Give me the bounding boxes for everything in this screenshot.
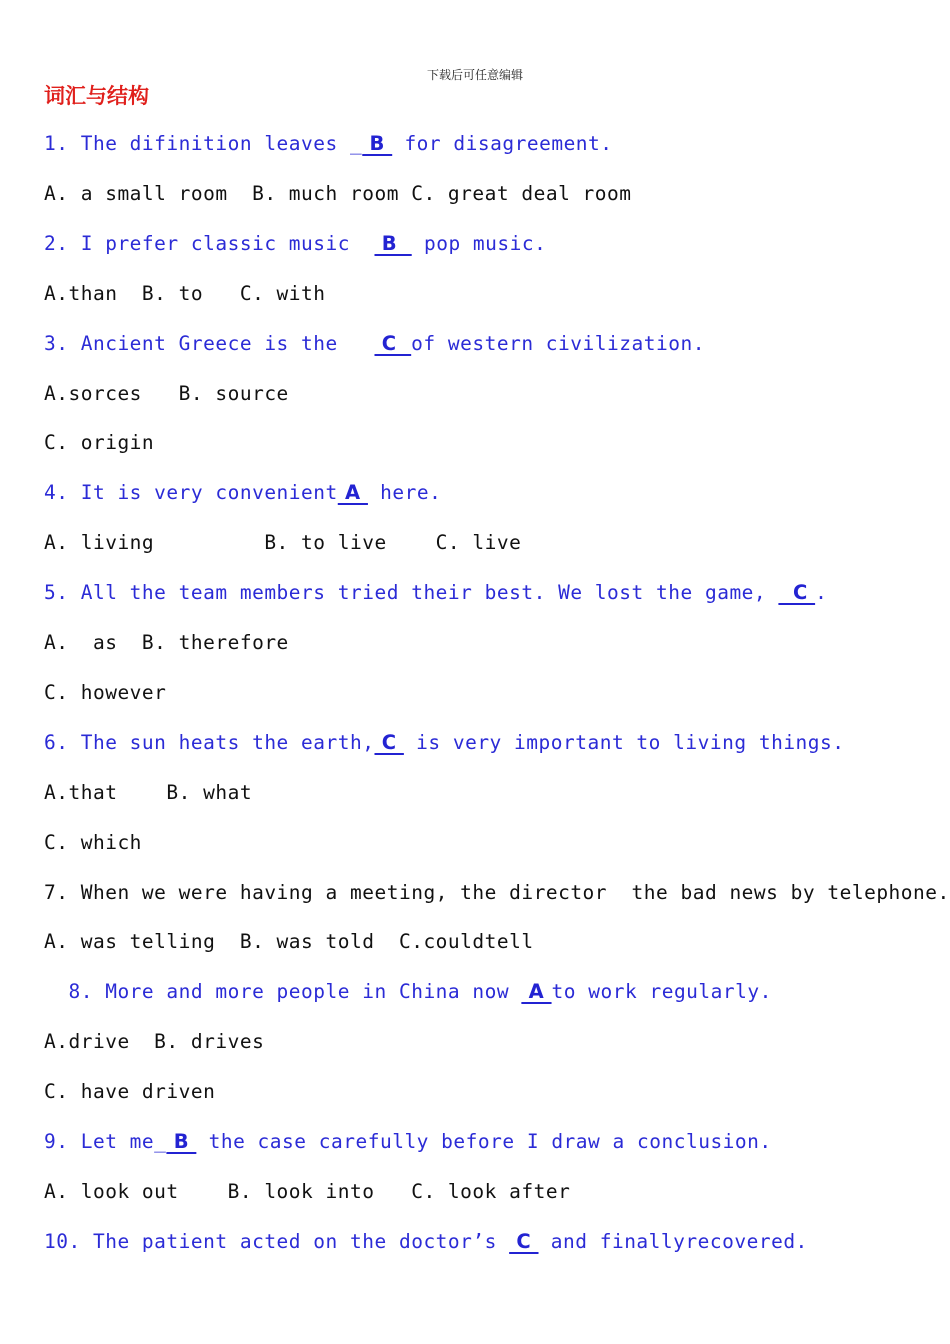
question-text-tail: is very important to living things. [403, 730, 845, 754]
options-line: A. living B. to live C. live [44, 531, 522, 555]
question-line [44, 580, 827, 606]
question-text-tail: and finallyrecovered. [538, 1229, 808, 1253]
question-line: 7. When we were having a meeting, the director the bad news by telephone. [44, 880, 950, 904]
answer-blank: B [362, 132, 393, 155]
question-text-tail: the case carefully before I draw a conclusion. [196, 1130, 772, 1153]
answer-blank: C [374, 730, 404, 754]
question-text-tail: here. [367, 481, 442, 505]
options-line: A. look out B. look into C. look after [44, 1179, 571, 1203]
options-line: A. a small room B. much room C. great deal room [44, 181, 632, 205]
question-text: 8. More and more people in China now [44, 980, 522, 1004]
question-line [44, 480, 441, 506]
answer-blank: A [337, 481, 368, 505]
options-line: A.sorces B. source [44, 381, 289, 405]
question-text-tail: for disagreement. [392, 132, 613, 155]
question-line [44, 131, 613, 157]
options-line: C. however [44, 680, 167, 704]
options-line: C. have driven [44, 1080, 216, 1104]
options-line: A. as B. therefore [44, 631, 289, 654]
options-line: C. origin [44, 431, 155, 455]
question-line [44, 730, 845, 756]
options-line: A.than B. to C. with [44, 281, 326, 305]
answer-blank: C [509, 1229, 539, 1253]
question-line [44, 1129, 772, 1155]
section-title: 词汇与结构 [44, 84, 149, 108]
question-text: 1. The difinition leaves _ [44, 132, 363, 155]
question-text-tail: to work regularly. [551, 980, 772, 1004]
question-text-tail: pop music. [411, 231, 547, 255]
answer-blank: C [778, 581, 816, 605]
question-line [44, 331, 705, 357]
options-line: A.that B. what [44, 780, 253, 804]
question-line [44, 979, 772, 1005]
question-line [44, 1229, 808, 1255]
options-line: C. which [44, 830, 142, 854]
question-line [44, 231, 546, 257]
question-text: 10. The patient acted on the doctor’s [44, 1229, 510, 1253]
options-line: A.drive B. drives [44, 1030, 265, 1054]
question-text: 4. It is very convenient [44, 481, 338, 505]
question-text: 2. I prefer classic music [44, 231, 375, 255]
question-text: 9. Let me_ [44, 1130, 167, 1153]
question-text: 5. All the team members tried their best. We lost the game, [44, 581, 779, 605]
question-text: 3. Ancient Greece is the [44, 331, 375, 355]
answer-blank: B [374, 231, 412, 255]
question-text-tail: of western civilization. [411, 331, 705, 355]
answer-blank: B [166, 1130, 197, 1153]
options-line: A. was telling B. was told C.couldtell [44, 930, 534, 954]
answer-blank: A [521, 980, 552, 1004]
question-text-tail: . [815, 581, 828, 605]
header-note: 下载后可任意编辑 [426, 68, 523, 82]
question-text: 6. The sun heats the earth, [44, 730, 375, 754]
answer-blank: C [374, 331, 412, 355]
